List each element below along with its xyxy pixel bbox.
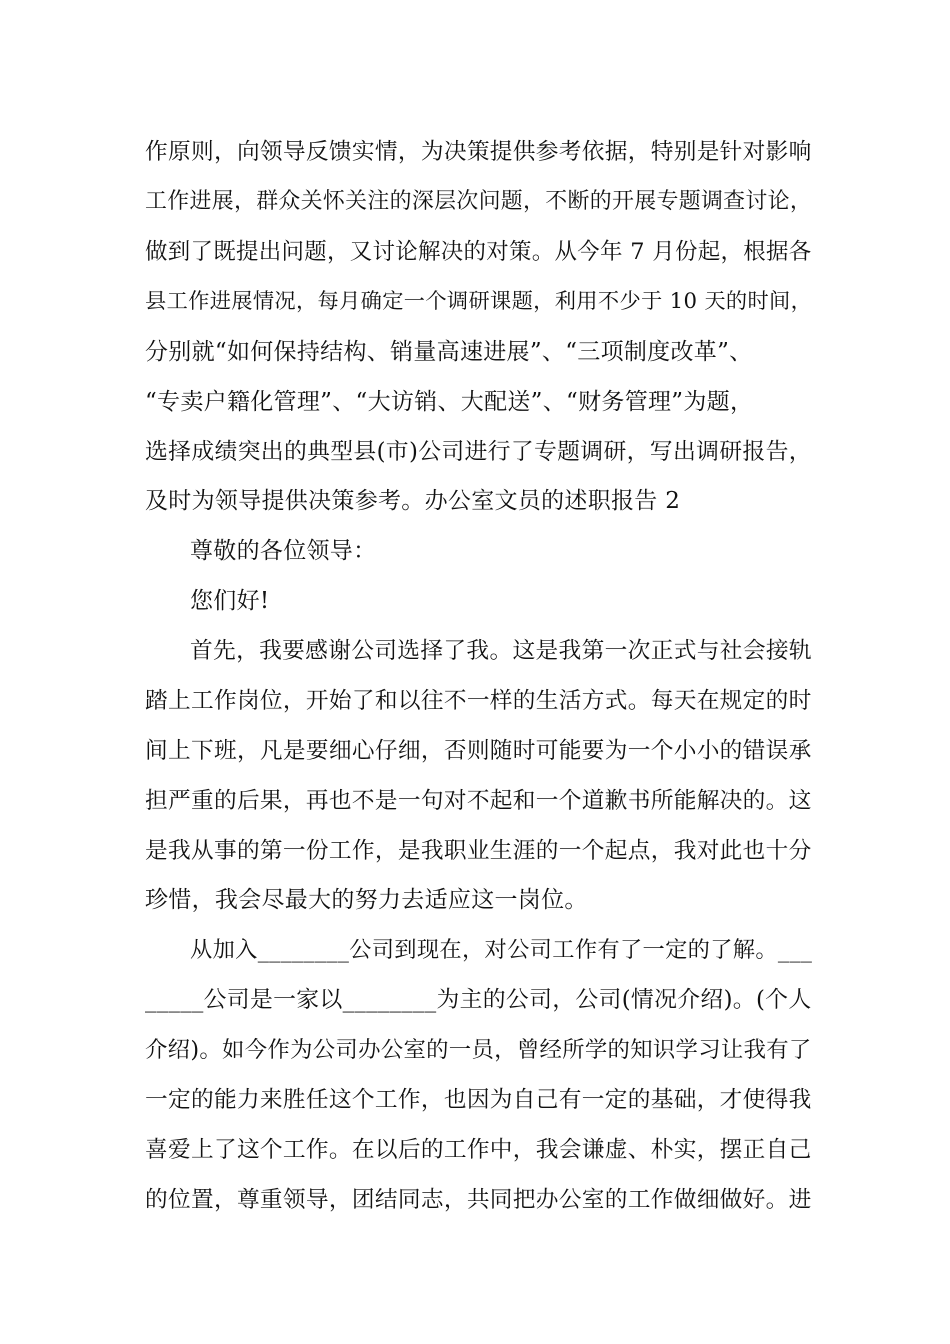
text-line: “专卖户籍化管理”、“大访销、大配送”、“财务管理”为题，	[145, 389, 754, 415]
text-line: 分别就“如何保持结构、销量高速进展”、“三项制度改革”、	[145, 339, 753, 365]
text-line: 喜爱上了这个工作。在以后的工作中，我会谦虚、朴实，摆正自己	[145, 1137, 812, 1163]
text-line: 县工作进展情况，每月确定一个调研课题，利用不少于 10 天的时间，	[145, 289, 813, 314]
text-line: 首先，我要感谢公司选择了我。这是我第一次正式与社会接轨	[190, 638, 812, 664]
text-line: 介绍)。如今作为公司办公室的一员，曾经所学的知识学习让我有了	[145, 1037, 812, 1063]
text-line: 珍惜，我会尽最大的努力去适应这一岗位。	[145, 887, 588, 913]
text-line: 担严重的后果，再也不是一句对不起和一个道歉书所能解决的。这	[145, 788, 812, 814]
salutation: 尊敬的各位领导：	[190, 538, 377, 564]
text-line: 选择成绩突出的典型县(市)公司进行了专题调研，写出调研报告，	[145, 439, 812, 465]
text-line: 作原则，向领导反馈实情，为决策提供参考依据，特别是针对影响	[145, 139, 812, 165]
text-line: 是我从事的第一份工作，是我职业生涯的一个起点，我对此也十分	[145, 838, 812, 864]
greeting: 您们好!	[190, 588, 270, 614]
text-line: 从加入________公司到现在，对公司工作有了一定的了解。___	[190, 937, 813, 963]
text-line: 一定的能力来胜任这个工作，也因为自己有一定的基础，才使得我	[145, 1087, 812, 1113]
text-line: 及时为领导提供决策参考。办公室文员的述职报告 2	[145, 488, 681, 514]
text-line: 工作进展，群众关怀关注的深层次问题，不断的开展专题调查讨论，	[145, 189, 813, 214]
text-line: 做到了既提出问题，又讨论解决的对策。从今年 7 月份起，根据各	[145, 239, 812, 265]
text-line: 踏上工作岗位，开始了和以往不一样的生活方式。每天在规定的时	[145, 688, 812, 714]
text-line: _____公司是一家以________为主的公司，公司(情况介绍)。(个人	[145, 987, 812, 1013]
text-line: 间上下班，凡是要细心仔细，否则随时可能要为一个小小的错误承	[145, 738, 812, 764]
text-line: 的位置，尊重领导，团结同志，共同把办公室的工作做细做好。进	[145, 1187, 812, 1213]
